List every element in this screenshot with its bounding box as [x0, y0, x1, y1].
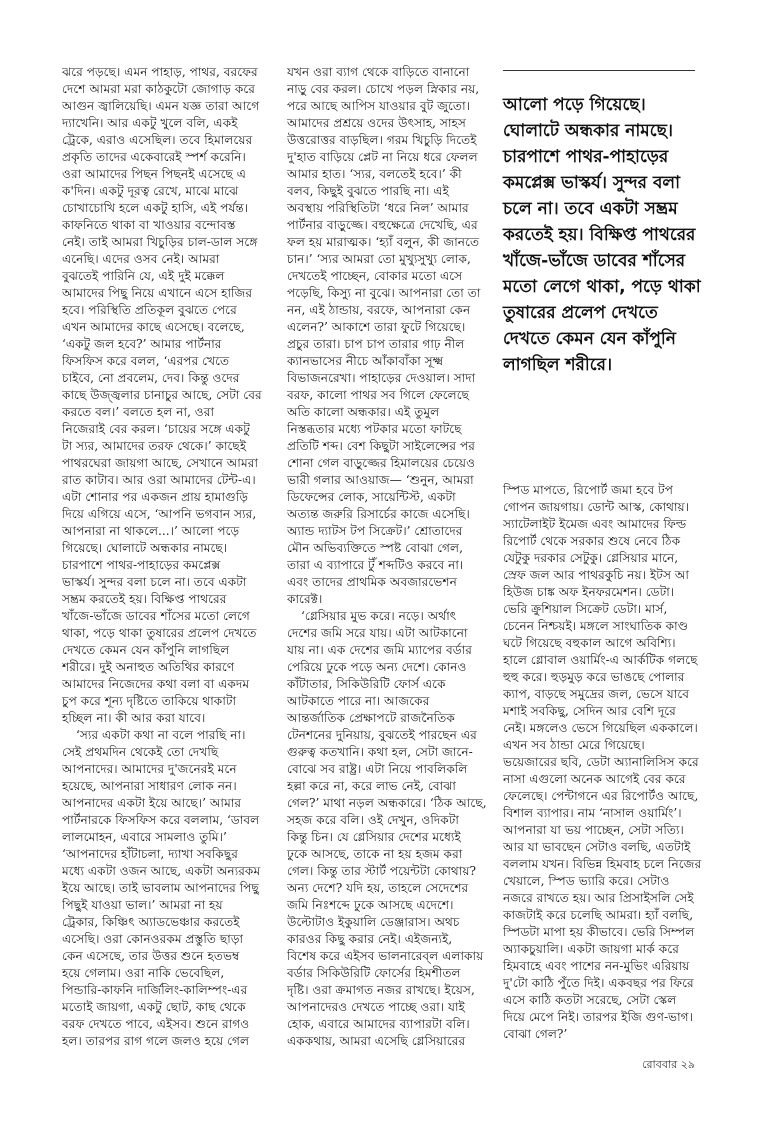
text-line: হচ্ছিল না। কী আর করা যাবে। [62, 711, 206, 725]
text-line: নিস্তব্ধতার মধ্যে পটকার মতো ফাটছে [287, 422, 462, 436]
text-line: হিমবাহে এবং পাশের নন-মুভিং এরিয়ায় [503, 959, 690, 973]
text-line: কাজটাই করে চলেছি আমরা। হ্যাঁ বলছি, [503, 908, 694, 922]
text-line: হবে। পরিস্থিতি প্রতিকূল বুঝতে পেরে [62, 303, 237, 317]
text-line: নাড়ু বের করল। চোখে পড়ল স্নিকার নয়, [287, 82, 480, 96]
text-line: বোঝে সব রাষ্ট্র। এটা নিয়ে পাবলিকলি [287, 762, 468, 776]
text-line: উত্তরোত্তর বাড়ছিল। গরম খিচুড়ি দিতেই [287, 133, 477, 147]
text-line: মতোই জায়গা, একটু ছোট, কাছ থেকে [62, 1000, 246, 1014]
text-line: নন, এই ঠান্ডায়, বরফে, আপনারা কেন [287, 303, 471, 317]
text-line: গেল?’ মাথা নড়ল অন্ধকারে। ‘ঠিক আছে, [287, 796, 487, 810]
text-line: মৌন অভিব্যক্তিতে স্পষ্ট বোঝা গেল, [287, 541, 463, 555]
text-line: প্রচুর তারা। চাপ চাপ তারার গাঢ় নীল [287, 337, 465, 351]
text-line: ভয়েজারের ছবি, ডেটা অ্যানালিসিস করে [503, 755, 699, 769]
text-line: ভাস্কর্য। সুন্দর বলা চলে না। তবে একটা [62, 575, 247, 589]
text-line: পিছুই যাওয়া ভাল।’ আমরা না হয় [62, 898, 223, 912]
text-line: দিয়ে এগিয়ে এসে, ‘আপনি ভগবান স্যর, [62, 507, 257, 521]
text-line: পেরিয়ে ঢুকে পড়ে অন্য দেশে। কোনও [287, 660, 467, 674]
text-line: চাইবে, নো প্রবলেম, দেব। কিন্তু ওদের [62, 371, 240, 385]
text-line: কাফনিতে থাকা বা খাওয়ার বন্দোবস্ত [62, 218, 236, 232]
text-line: ঘটে গিয়েছে বহুকাল আগে অবিশ্যি। [503, 636, 676, 650]
text-line: ‘আপনাদের হাঁটাচলা, দ্যাখা সবকিছুর [62, 847, 238, 861]
text-line: দ্যাখেনি। আর একটু খুলে বলি, একই [62, 116, 238, 130]
text-line: বিভাজনরেখা। পাহাড়ের দেওয়াল। সাদা [287, 371, 476, 385]
text-line: আন্তর্জাতিক প্রেক্ষাপটে রাজনৈতিক [287, 711, 455, 725]
text-line: এখন আমাদের কাছে এসেছে। বলেছে, [62, 320, 245, 334]
text-line: এনেছি। এদের ওসব নেই। আমরা [62, 252, 220, 266]
text-line: আর যা ভাবছেন সেটাও বলছি, এতটাই [503, 840, 691, 854]
text-line: অন্য দেশে? যদি হয়, তাহলে সেদেশের [287, 881, 469, 895]
text-line: করতে বল।’ বলতে হল না, ওরা [62, 405, 215, 419]
text-line: ক্যাপ, বাড়ছে সমুদ্রের জল, ভেসে যাবে [503, 687, 689, 701]
text-line: আপনাদের একটা ইয়ে আছে।’ আমার [62, 796, 242, 810]
text-line: অতি কালো অন্ধকার। এই তুমুল [287, 405, 440, 419]
text-line: আমাদের পিছু নিয়ে এখানে এসে হাজির [62, 286, 253, 300]
pull-quote-line: আলো পড়ে গিয়েছে। [503, 95, 646, 115]
text-line: এখন সব ঠান্ডা মেরে গিয়েছে। [503, 738, 645, 752]
pull-quote-line: লাগছিল শরীরে। [503, 355, 613, 375]
text-line: নিজেরাই বের করল। ‘চায়ের সঙ্গে একটু [62, 422, 250, 436]
text-line: পরে আছে আপিস যাওয়ার বুট জুতো। [287, 99, 470, 113]
text-line: ট্রেকার, কিঞ্চিৎ অ্যাডভেঞ্চার করতেই [62, 915, 240, 929]
text-line: আমাদের প্রশ্রয়ে ওদের উৎসাহ, সাহস [287, 116, 466, 130]
article-column-2 [287, 64, 495, 1050]
pull-quote-line: মতো লেগে থাকা, পড়ে থাকা [503, 277, 701, 297]
text-line: বললাম যখন। বিভিন্ন হিমবাহ চলে নিজের [503, 857, 702, 871]
pull-quote-divider [503, 70, 695, 71]
text-line: যেটুকু দরকার সেটুকু। গ্লেসিয়ার মানে, [503, 551, 679, 565]
text-line: পাথরঘেরা জায়গা আছে, সেখানে আমরা [62, 456, 259, 470]
text-line: চেনেন নিশ্চয়ই। মঙ্গলে সাংঘাতিক কাণ্ড [503, 619, 689, 633]
text-line: ‘গ্লেসিয়ার মুভ করে। নড়ে। অর্থাৎ [301, 609, 457, 623]
text-line: অত্যন্ত জরুরি রিসার্চের কাজে এসেছি। [287, 507, 470, 521]
text-line: হল্লা করে না, করে লাভ নেই, বোঝা [287, 779, 456, 793]
text-line: ফেলেছে। পেন্টাগনে এর রিপোর্টও আছে, [503, 789, 699, 803]
text-line: আপনারা না থাকলে...।’ আলো পড়ে [62, 524, 240, 538]
text-line: সহজ করে বলি। ওই দেখুন, ওদিকটা [287, 813, 459, 827]
text-line: গোপন জায়গায়। ডোন্ট আস্ক, কোথায়। [503, 500, 690, 514]
text-line: পার্টনারকে ফিসফিস করে বললাম, ‘ডাবল [62, 813, 260, 827]
text-line: সেই প্রথমদিন থেকেই তো দেখছি [62, 745, 219, 759]
text-line: চারপাশে পাথর-পাহাড়ের কমপ্লেক্স [62, 558, 221, 572]
text-line: ভারী গলার আওয়াজ— ‘শুনুন, আমরা [287, 473, 474, 487]
text-line: হোক, এবারে আমাদের ব্যাপারটা বলি। [287, 1017, 470, 1031]
text-line: দিয়ে মেপে নিই। তারপর ইজি গুণ-ভাগ। [503, 1010, 694, 1024]
text-line: পড়েছি, কিস্যু না বুঝে। আপনারা তো তা [287, 286, 481, 300]
text-line: নজরে রাখতে হয়। আর প্রিসাইসলি সেই [503, 891, 694, 905]
pull-quote-line: কমপ্লেক্স ভাস্কর্য। সুন্দর বলা [503, 173, 681, 193]
text-line: পিন্ডারি-কাফনি দার্জিলিং-কালিম্পং-এর [62, 983, 248, 997]
text-line: রিপোর্ট থেকে সরকার শুষে নেবে ঠিক [503, 534, 681, 548]
text-line: কাঁটাতার, সিকিউরিটি ফোর্স একে [287, 677, 446, 691]
text-line: কিন্তু চিন। যে গ্লেসিয়ার দেশের মধ্যেই [287, 830, 461, 844]
pull-quote-line: দেখতে কেমন যেন কাঁপুনি [503, 329, 676, 349]
text-line: নেই। তাই আমরা খিচুড়ির চাল-ডাল সঙ্গে [62, 235, 258, 249]
pull-quote-line: ঘোলাটে অন্ধকার নামছে। [503, 121, 673, 141]
text-line: বর্ডার সিকিউরিটি ফোর্সের হিমশীতল [287, 966, 461, 980]
text-line: হয়েছে, আপনারা সাধারণ লোক নন। [62, 779, 237, 793]
text-line: টেনশনের দুনিয়ায়, বুঝতেই পারছেন এর [287, 728, 477, 742]
text-line: নাসা এগুলো অনেক আগেই বের করে [503, 772, 686, 786]
text-line: এবং তাদের প্রাথমিক অবজারভেশন [287, 575, 457, 589]
pull-quote-line: চারপাশে পাথর-পাহাড়ের [503, 147, 669, 167]
text-line: গেল। কিন্তু তার স্টার্ট পয়েন্টটা কোথায়? [287, 864, 477, 878]
text-line: উল্টোটাও ইকুয়ালি ডেঞ্জারাস। অথচ [287, 915, 460, 929]
text-line: যায় না। এক দেশের জমি ম্যাপের বর্ডার [287, 643, 472, 657]
text-line: ফিসফিস করে বলল, ‘এরপর খেতে [62, 354, 230, 368]
text-line: ‘স্যর একটা কথা না বলে পারছি না। [76, 728, 246, 742]
text-line: আগুন জ্বালিয়েছি। এমন যজ্ঞ তারা আগে [62, 99, 260, 113]
text-line: হালে গ্লোবাল ওয়ার্মিং-এ আর্কটিক গলছে [503, 653, 698, 667]
text-line: হয়ে গেলাম। ওরা নাকি ভেবেছিল, [62, 966, 225, 980]
text-line: বিশাল ব্যাপার। নাম ‘নাসাল ওয়ার্মিং’। [503, 806, 682, 820]
text-line: ‘একটু জল হবে?’ আমার পার্টনার [62, 337, 222, 351]
text-line: নেই। মঙ্গলেও ভেসে গিয়েছিল এককালে। [503, 721, 698, 735]
text-line: জমি নিঃশব্দে ঢুকে আসছে এদেশে। [287, 898, 454, 912]
text-line: ক্যানভাসের নীচে আঁকাবাঁকা সূক্ষ্ম [287, 354, 444, 368]
text-line: দৃষ্টি। ওরা ক্রমাগত নজর রাখছে। ইয়েস, [287, 983, 475, 997]
text-line: ডিফেন্সের লোক, সায়েন্টিস্ট, একটা [287, 490, 456, 504]
text-line: শরীরে। দুই অনাহুত অতিথির কারণে [62, 660, 235, 674]
text-line: বরফ দেখতে পাবে, এইসব। শুনে রাগও [62, 1017, 250, 1031]
text-line: আমার হাত। ‘স্যর, বলতেই হবে।’ কী [287, 167, 462, 181]
text-line: এসেছি। ওরা কোনওরকম প্রস্তুতি ছাড়া [62, 932, 244, 946]
text-line: বুঝতেই পারিনি যে, এই দুই মক্কেল [62, 269, 225, 283]
text-line: হিউজ চাঙ্ক অফ ইনফরমেশন। ডেটা। [503, 585, 675, 599]
text-line: খেয়ালে, স্পিড ভ্যারি করে। সেটাও [503, 874, 670, 888]
text-line: চোখাচোখি হলে একটু হাসি, এই পর্যন্ত। [62, 201, 249, 215]
text-line: গিয়েছে। ঘোলাটে অন্ধকার নামছে। [62, 541, 228, 555]
text-line: হল। তারপর রাগ গলে জলও হয়ে গেল [62, 1034, 250, 1048]
text-line: টা স্যর, আমাদের তরফ থেকে।’ কাছেই [62, 439, 247, 453]
text-line: মধ্যে একটা ওজন আছে, একটা অন্যরকম [62, 864, 261, 878]
text-line: আপনাদেরও দেখতে পাচ্ছে ওরা। যাই [287, 1000, 465, 1014]
text-line: থাকা, পড়ে থাকা তুষারের প্রলেপ দেখতে [62, 626, 257, 640]
text-line: শোনা গেল বাড়ুজ্জের হিমালয়ের চেয়েও [287, 456, 476, 470]
text-line: বরফ, কালো পাথর সব গিলে ফেলেছে [287, 388, 470, 402]
text-line: এককথায়, আমরা এসেছি গ্লেসিয়ারের [287, 1034, 466, 1048]
pull-quote-line: করতেই হয়। বিক্ষিপ্ত পাথরের [503, 225, 696, 245]
text-line: আমাদের নিজেদের কথা বলা বা একদম [62, 677, 250, 691]
text-line: বিশেষ করে এইসব ভালনারেব্‌ল এলাকায় [287, 949, 484, 963]
text-line: ওরা আমাদের পিছন পিছনই এসেছে এ [62, 167, 247, 181]
pull-quote-line: খাঁজে-ভাঁজে ডাবের শাঁসের [503, 251, 686, 271]
text-line: মশাই সবকিছু, সেদিন আর বেশি দূরে [503, 704, 676, 718]
text-line: ক'দিন। একটু দূরত্ব রেখে, মাঝে মাঝে [62, 184, 239, 198]
text-line: পার্টনার বাড়ুজ্জে। বহুক্ষেত্রে দেখেছি, এর [287, 218, 478, 232]
text-line: দেখতে কেমন যেন কাঁপুনি লাগছিল [62, 643, 230, 657]
text-line: দেখতেই পাচ্ছেন, বোকার মতো এসে [287, 269, 463, 283]
text-line: এসে কাঠি কতটা সরেছে, সেটা স্কেল [503, 993, 677, 1007]
text-line: স্যাটেলাইট ইমেজ এবং আমাদের ফিল্ড [503, 517, 687, 531]
text-line: আপনারা যা ভয় পাচ্ছেন, সেটা সত্যি। [503, 823, 684, 837]
text-line: বলব, কিছুই বুঝতে পারছি না। এই [287, 184, 449, 198]
text-line: চান।’ ‘স্যর আমরা তো মুখ্যুসুখ্যু লোক, [287, 252, 471, 266]
pull-quote [503, 92, 703, 378]
text-line: এলেন?’ আকাশে তারা ফুটে গিয়েছে। [287, 320, 466, 334]
text-line: রাত কাটাব। আর ওরা আমাদের টেন্ট-এ। [62, 473, 256, 487]
text-line: স্রেফ জল আর পাথরকুচি নয়। ইটস আ [503, 568, 690, 582]
article-column-1 [62, 64, 270, 1050]
text-line: ভেরি ক্রুশিয়াল সিক্রেট ডেটা। মার্স, [503, 602, 668, 616]
text-line: গুরুত্ব কতখানি। কথা হল, সেটা জানে- [287, 745, 473, 759]
page-folio: রোববার ২৯ [642, 1058, 695, 1071]
text-line: ঢুকে আসছে, তাকে না হয় হজম করা [287, 847, 463, 861]
article-column-3 [503, 482, 703, 1043]
text-line: দু'হাত বাড়িয়ে প্লেট না নিয়ে ধরে ফেলল [287, 150, 478, 164]
text-line: স্পিডটা মাপা হয় কীভাবে। ভেরি সিম্পল [503, 925, 695, 939]
text-line: লালমোহন, এবারে সামলাও তুমি।’ [62, 830, 227, 844]
pull-quote-line: চলে না। তবে একটা সম্ভ্রম [503, 199, 678, 219]
text-line: সম্ভ্রম করতেই হয়। বিক্ষিপ্ত পাথরের [62, 592, 227, 606]
text-line: কেন এসেছে, তার উত্তর শুনে হতভম্ব [62, 949, 240, 963]
text-line: দু'টো কাঠি পুঁতে দিই। একবছর পর ফিরে [503, 976, 694, 990]
text-line: ট্রেকে, এরাও এসেছিল। তবে হিমালয়ের [62, 133, 253, 147]
text-line: অবস্থায় পরিস্থিতিটা ‘ধরে নিল’ আমার [287, 201, 469, 215]
text-line: তারা এ ব্যাপারে টুঁ শব্দটিও করবে না। [287, 558, 464, 572]
text-line: হুহু করে। হুড়মুড় করে ভাঙছে পোলার [503, 670, 685, 684]
text-line: অ্যান্ড দ্যাটস টপ সিক্রেট।’ শ্রোতাদের [287, 524, 463, 538]
text-line: অ্যাকচুয়ালি। একটা জায়গা মার্ক করে [503, 942, 679, 956]
text-line: বোঝা গেল?’ [503, 1027, 568, 1041]
text-line: দেশের জমি সরে যায়। এটা আটকানো [287, 626, 468, 640]
text-line: ঝরে পড়ছে। এমন পাহাড়, পাথর, বরফের [62, 65, 258, 79]
text-line: এটা শোনার পর একজন প্রায় হামাগুড়ি [62, 490, 249, 504]
text-line: প্রকৃতি তাদের একেবারেই স্পর্শ করেনি। [62, 150, 246, 164]
text-line: দেশে আমরা মরা কাঠকুটো জোগাড় করে [62, 82, 255, 96]
text-line: যখন ওরা ব্যাগ থেকে বাড়িতে বানানো [287, 65, 470, 79]
text-line: আপনাদের। আমাদের দু'জনেরই মনে [62, 762, 237, 776]
text-line: কারেক্ট। [287, 592, 323, 606]
text-line: কারওর কিছু করার নেই। এইজন্যই, [287, 932, 453, 946]
text-line: কাছে উজ্জ্বলার চানাচুর আছে, সেটা বের [62, 388, 262, 402]
text-line: খাঁজে-ভাঁজে ডাবের শাঁসের মতো লেগে [62, 609, 250, 623]
text-line: চুপ করে শূন্য দৃষ্টিতে তাকিয়ে থাকাটা [62, 694, 237, 708]
pull-quote-line: তুষারের প্রলেপ দেখতে [503, 303, 658, 323]
text-line: স্পিড মাপতে, রিপোর্ট জমা হবে টপ [503, 483, 674, 497]
text-line: আটকাতে পারে না। আজকের [287, 694, 430, 708]
text-line: ফল হয় মারাত্মক। ‘হ্যাঁ বলুন, কী জানতে [287, 235, 480, 249]
text-line: প্রতিটি শব্দ। বেশ কিছুটা সাইলেন্সের পর [287, 439, 475, 453]
text-line: ইয়ে আছে। তাই ভাবলাম আপনাদের পিছু [62, 881, 259, 895]
